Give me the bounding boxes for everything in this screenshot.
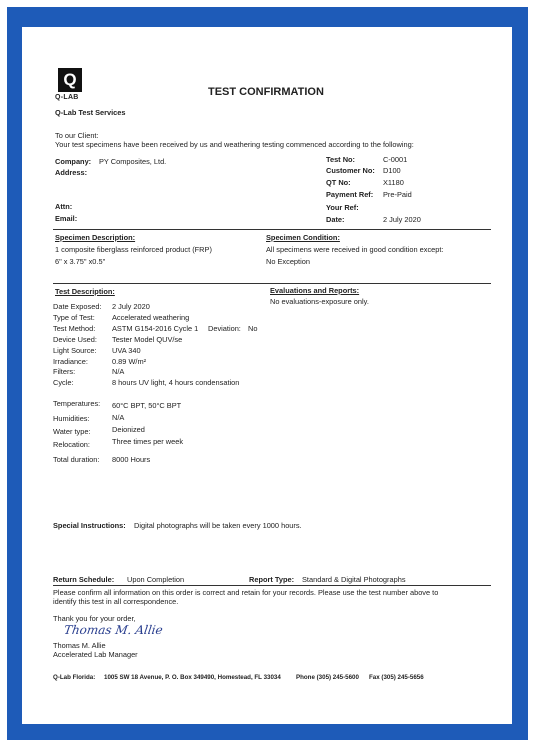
evaluations-value: No evaluations-exposure only. <box>270 297 369 306</box>
company-value: PY Composites, Ltd. <box>99 157 167 166</box>
irradiance-label: Irradiance: <box>53 357 88 366</box>
customer-no-label: Customer No: <box>326 166 375 175</box>
relocation-value: Three times per week <box>112 437 184 446</box>
duration-label: Total duration: <box>53 455 100 464</box>
specimen-description-heading: Specimen Description: <box>55 233 136 242</box>
payment-ref-value: Pre-Paid <box>383 190 412 199</box>
report-type-label: Report Type: <box>249 575 295 584</box>
temperatures-value: 60°C BPT, 50°C BPT <box>112 401 182 410</box>
type-label: Type of Test: <box>53 313 95 322</box>
attn-label: Attn: <box>55 202 73 211</box>
water-value: Deionized <box>112 425 145 434</box>
test-no-label: Test No: <box>326 155 356 164</box>
specimen-condition-line2: No Exception <box>266 257 310 266</box>
cycle-label: Cycle: <box>53 378 74 387</box>
irradiance-value: 0.89 W/m² <box>112 357 147 366</box>
signature: Thomas M. Allie <box>63 623 164 637</box>
thank-you-line: Thank you for your order, <box>53 614 136 623</box>
divider <box>53 229 491 230</box>
return-schedule-value: Upon Completion <box>127 575 185 584</box>
deviation-value: No <box>248 324 258 333</box>
logo-mark: Q <box>63 70 77 89</box>
test-description-heading: Test Description: <box>55 287 115 296</box>
humidities-label: Humidities: <box>53 414 90 423</box>
specimen-description-line2: 6" x 3.75" x0.5" <box>55 257 106 266</box>
signer-role: Accelerated Lab Manager <box>53 650 138 659</box>
signer-name: Thomas M. Allie <box>53 641 106 650</box>
device-value: Tester Model QUV/se <box>112 335 183 344</box>
date-value: 2 July 2020 <box>383 215 421 224</box>
method-value: ASTM G154-2016 Cycle 1 <box>112 324 199 333</box>
footer-fax: Fax (305) 245-5656 <box>369 674 424 681</box>
divider <box>53 585 491 586</box>
qt-no-value: X1180 <box>383 178 404 187</box>
filters-label: Filters: <box>53 367 76 376</box>
specimen-description-line1: 1 composite fiberglass reinforced product (FRP) <box>55 245 212 254</box>
date-label: Date: <box>326 215 345 224</box>
filters-value: N/A <box>112 367 125 376</box>
customer-no-value: D100 <box>383 166 401 175</box>
test-no-value: C-0001 <box>383 155 408 164</box>
device-label: Device Used: <box>53 335 97 344</box>
document-title: TEST CONFIRMATION <box>208 86 324 98</box>
specimen-condition-line1: All specimens were received in good condition except: <box>266 245 444 254</box>
report-type-value: Standard & Digital Photographs <box>302 575 406 584</box>
light-label: Light Source: <box>53 346 97 355</box>
relocation-label: Relocation: <box>53 440 90 449</box>
divider <box>53 283 491 284</box>
confirm-line2: identify this test in all correspondence. <box>53 597 179 606</box>
q-lab-logo <box>58 68 82 92</box>
logo-text: Q-LAB <box>55 94 79 101</box>
humidities-value: N/A <box>112 413 125 422</box>
confirm-line1: Please confirm all information on this order is correct and retain for your records. Please use the test number above to <box>53 588 439 597</box>
type-value: Accelerated weathering <box>112 313 190 322</box>
company-label: Company: <box>55 157 92 166</box>
deviation-label: Deviation: <box>208 324 241 333</box>
qt-no-label: QT No: <box>326 178 351 187</box>
special-instructions-value: Digital photographs will be taken every 1000 hours. <box>134 521 302 530</box>
date-exposed-value: 2 July 2020 <box>112 302 150 311</box>
method-label: Test Method: <box>53 324 96 333</box>
temperatures-label: Temperatures: <box>53 399 101 408</box>
intro-line: Your test specimens have been received by us and weathering testing commenced according to the following: <box>55 140 414 149</box>
your-ref-label: Your Ref: <box>326 203 359 212</box>
water-label: Water type: <box>53 427 91 436</box>
cycle-value: 8 hours UV light, 4 hours condensation <box>112 378 240 387</box>
footer-address: 1005 SW 18 Avenue, P. O. Box 349490, Homestead, FL 33034 <box>104 674 281 681</box>
email-label: Email: <box>55 214 78 223</box>
date-exposed-label: Date Exposed: <box>53 302 102 311</box>
footer-phone: Phone (305) 245-5600 <box>296 674 359 681</box>
return-schedule-label: Return Schedule: <box>53 575 115 584</box>
light-value: UVA 340 <box>112 346 141 355</box>
duration-value: 8000 Hours <box>112 455 151 464</box>
address-label: Address: <box>55 168 88 177</box>
footer-office: Q-Lab Florida: <box>53 674 96 681</box>
salutation: To our Client: <box>55 131 99 140</box>
company-name: Q-Lab Test Services <box>55 108 126 117</box>
special-instructions-label: Special Instructions: <box>53 521 126 530</box>
specimen-condition-heading: Specimen Condition: <box>266 233 340 242</box>
payment-ref-label: Payment Ref: <box>326 190 374 199</box>
evaluations-heading: Evaluations and Reports: <box>270 286 360 295</box>
